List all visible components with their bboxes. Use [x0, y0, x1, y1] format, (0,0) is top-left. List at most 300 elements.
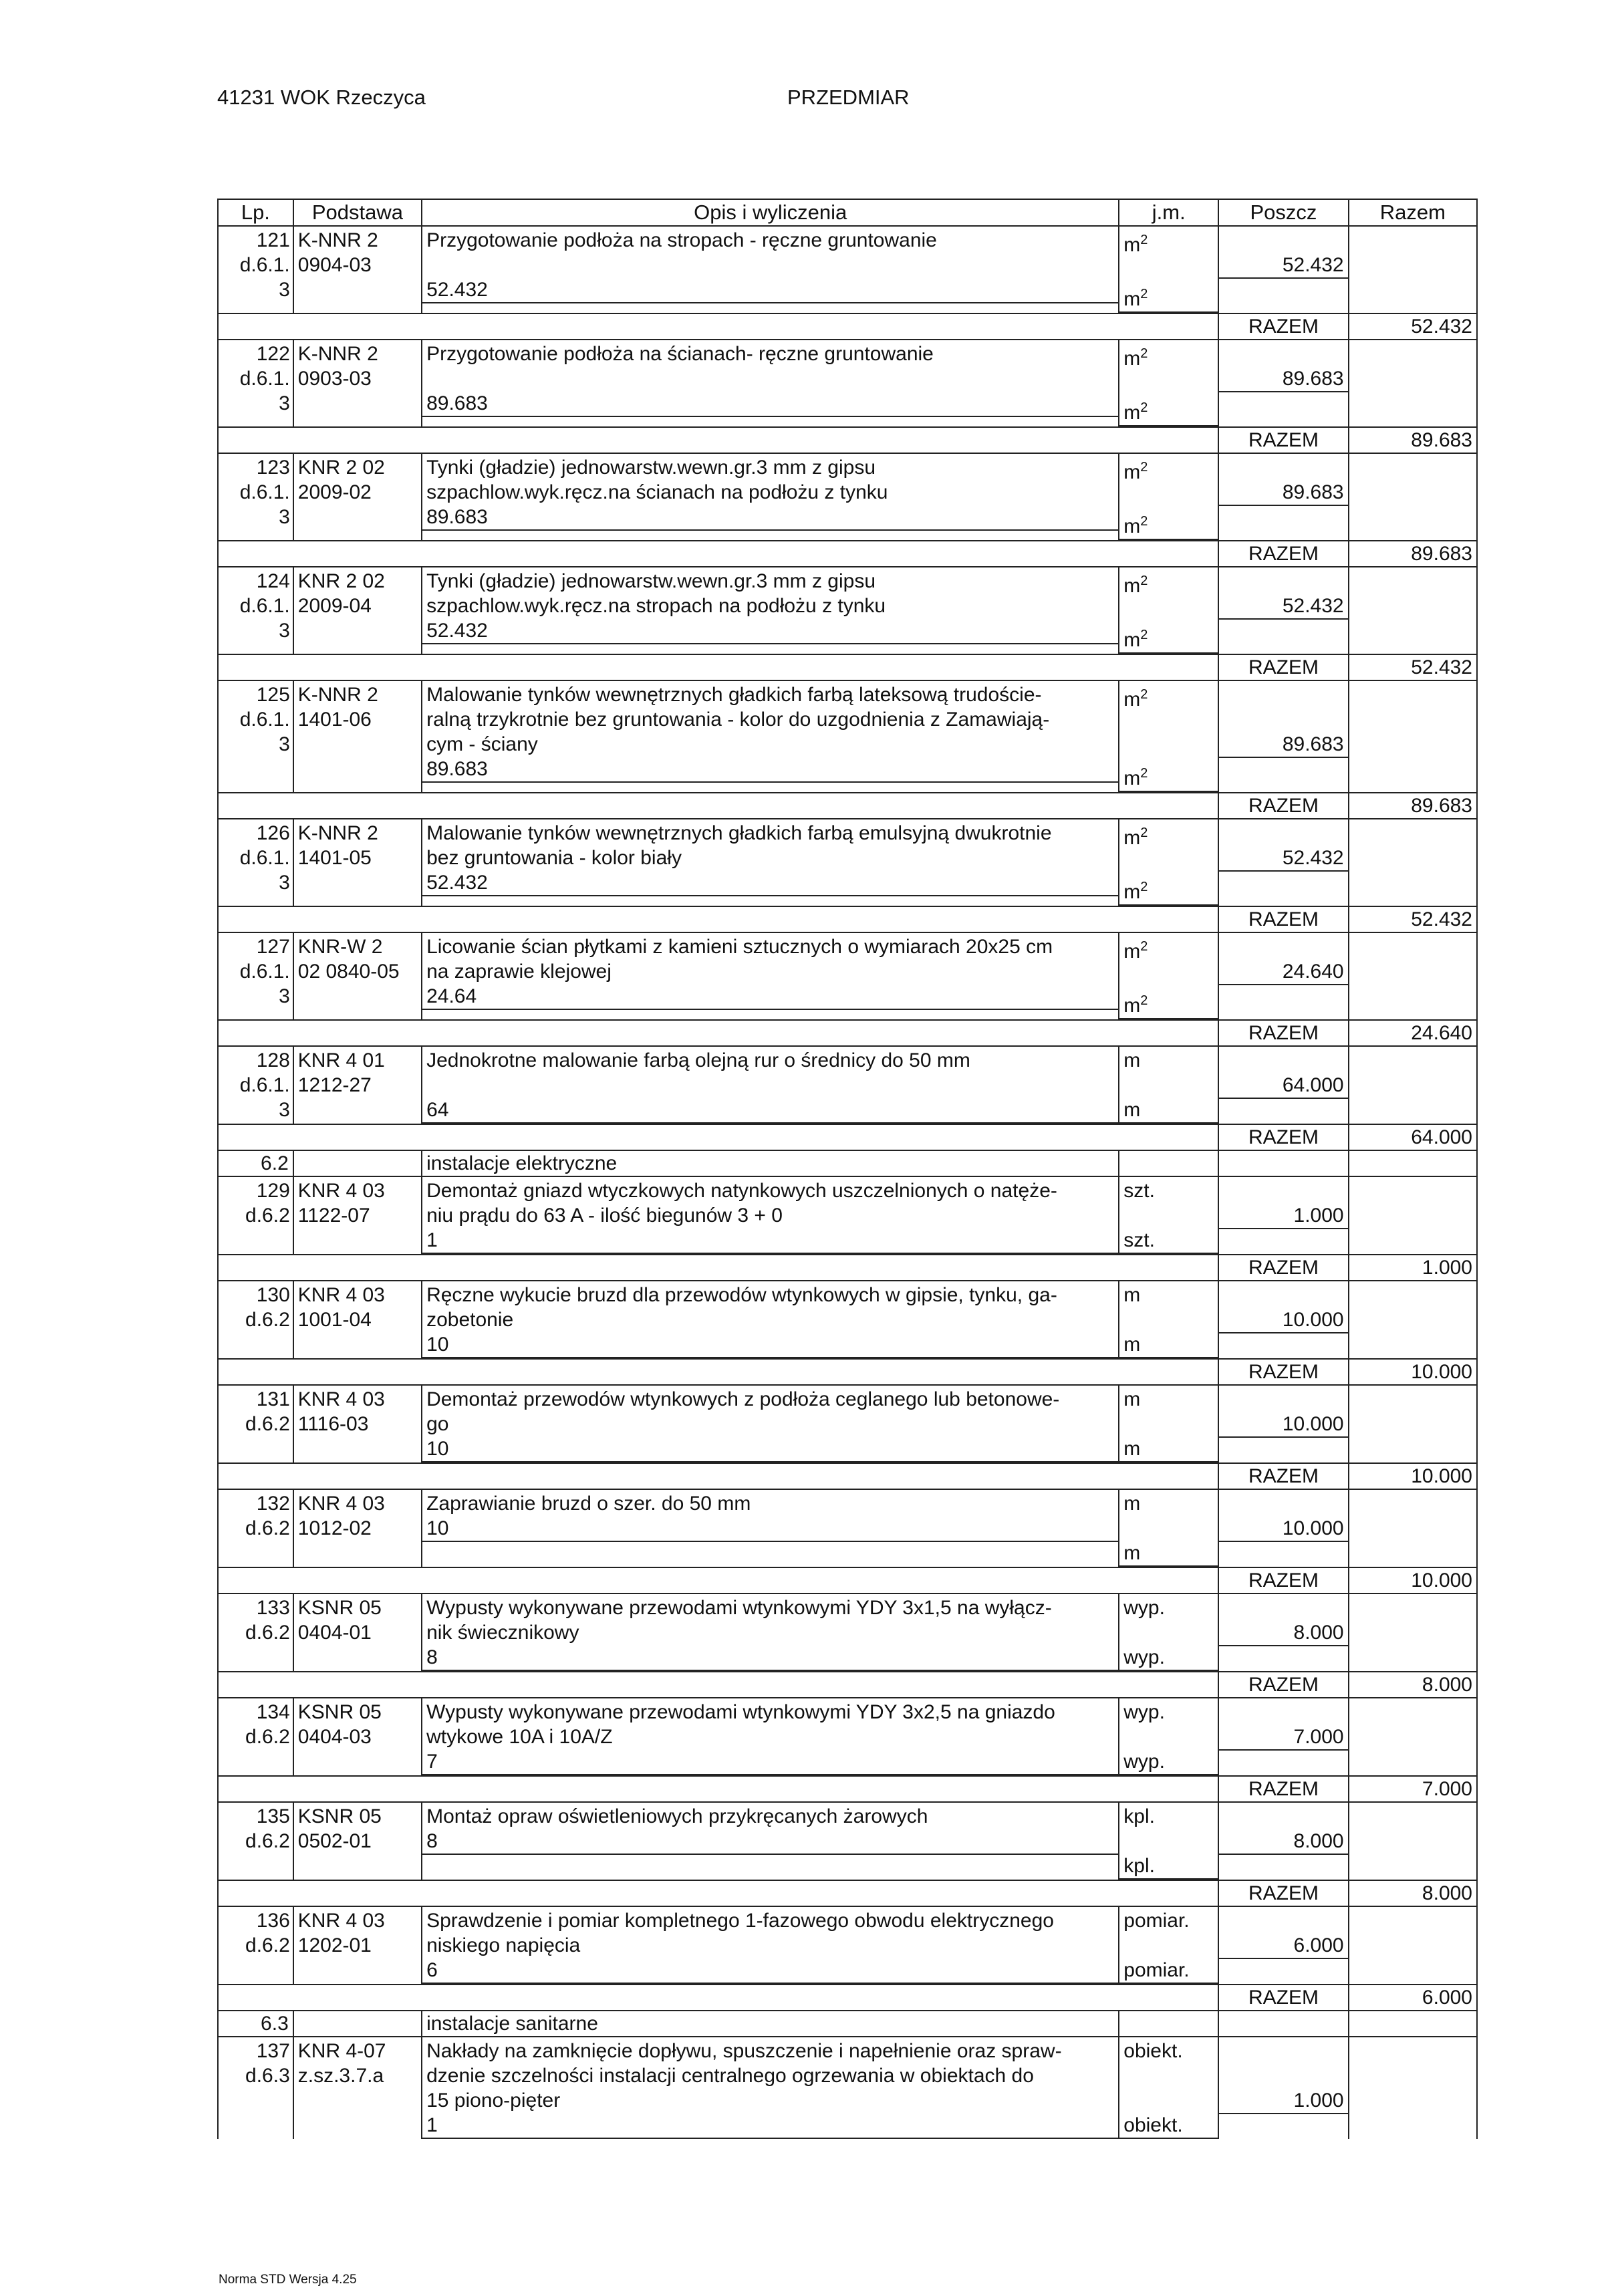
item-calc: 8 [422, 1829, 1118, 1855]
item-podstawa2: 1401-05 [297, 847, 372, 869]
superscript-two: 2 [1140, 400, 1148, 415]
item-poszcz: 52.432 [1219, 594, 1347, 620]
razem-empty-cell [1119, 1776, 1218, 1802]
razem-label: RAZEM [1218, 541, 1348, 567]
spacer [1353, 707, 1472, 732]
section-row [218, 2011, 1477, 2037]
item-jm: pomiar. [1123, 1910, 1190, 1932]
razem-empty-cell [422, 313, 1119, 340]
item-lp3: 3 [279, 392, 290, 414]
item-opis: Jednokrotne malowanie farbą olejną rur o średnicy do 50 mm [426, 1049, 970, 1071]
item-razem-cell [1349, 1176, 1477, 1255]
item-podstawa-cell [293, 453, 422, 541]
item-opis-cell [422, 1489, 1119, 1567]
spacer [1123, 1073, 1214, 1098]
razem-value: 10.000 [1349, 1463, 1477, 1489]
item-lp2: d.6.3 [245, 2065, 290, 2087]
razem-empty-cell [422, 1567, 1119, 1593]
table-header-row [218, 199, 1477, 226]
spacer [1223, 821, 1343, 846]
item-podstawa2: 0404-03 [297, 1726, 372, 1748]
section-number: 6.3 [218, 2011, 293, 2037]
item-poszcz: 52.432 [1219, 253, 1347, 279]
item-razem-cell [1349, 819, 1477, 906]
razem-empty-cell [218, 1985, 293, 2011]
item-poszcz-cell [1218, 226, 1348, 313]
item-opis: Sprawdzenie i pomiar kompletnego 1-fazowego obwodu elektrycznego niskiego napięcia [426, 1910, 1054, 1956]
item-lp-cell [218, 1906, 293, 1985]
item-poszcz-cell [1218, 1281, 1348, 1359]
spacer [1223, 1700, 1343, 1725]
item-opis-cell [422, 1176, 1119, 1255]
item-calc-jm: $m^2$ [1119, 761, 1218, 792]
spacer [1353, 821, 1472, 846]
item-opis: Przygotowanie podłoża na ścianach- ręczne gruntowanie [426, 343, 934, 365]
item-poszcz: 64.000 [1219, 1073, 1347, 1099]
spacer [1123, 1203, 1214, 1228]
razem-empty-cell [218, 793, 293, 819]
item-podstawa2: 1012-02 [297, 1517, 372, 1539]
razem-label: RAZEM [1218, 1020, 1348, 1046]
superscript-two: 2 [1140, 514, 1148, 529]
item-podstawa: KNR 2 02 [297, 457, 385, 479]
spacer [1353, 959, 1472, 984]
spacer [1353, 2063, 1472, 2088]
item-podstawa-cell [293, 1281, 422, 1359]
table-row [218, 567, 1477, 654]
spacer [1353, 1387, 1472, 1412]
item-razem-cell [1349, 340, 1477, 427]
item-razem-cell [1349, 1802, 1477, 1880]
item-poszcz: 10.000 [1219, 1307, 1347, 1333]
item-podstawa2: 0904-03 [297, 254, 372, 276]
table-row [218, 1698, 1477, 1776]
razem-label: RAZEM [1218, 1255, 1348, 1281]
razem-row [218, 793, 1477, 819]
section-title: instalacje sanitarne [422, 2011, 1119, 2037]
razem-empty-cell [218, 654, 293, 680]
item-podstawa2: 2009-02 [297, 481, 372, 503]
spacer [1223, 455, 1343, 480]
razem-empty-cell [293, 1672, 422, 1698]
item-lp-cell [218, 1698, 293, 1776]
item-poszcz: 10.000 [1219, 1412, 1347, 1438]
item-opis: Nakłady na zamknięcie dopływu, spuszczenie i napełnienie oraz spraw- dzenie szczelności instalacji centralnego ogrzewania w obiektach do 15 piono-pięter [426, 2040, 1062, 2112]
spacer [1353, 1073, 1472, 1098]
razem-empty-cell [1119, 654, 1218, 680]
item-jm: obiekt. [1123, 2040, 1183, 2062]
razem-empty-cell [218, 427, 293, 453]
item-lp-cell [218, 1046, 293, 1124]
superscript-two: 2 [1140, 287, 1148, 301]
item-calc-jm: kpl. [1119, 1854, 1218, 1880]
razem-label: RAZEM [1218, 1776, 1348, 1802]
item-podstawa-cell [293, 1593, 422, 1672]
item-jm-cell [1119, 1176, 1218, 1255]
item-lp3: 3 [279, 1099, 290, 1121]
spacer [1123, 485, 1214, 509]
spacer [1353, 1283, 1472, 1307]
item-calc-jm: m [1119, 1332, 1218, 1358]
item-lp2: d.6.1. [239, 595, 290, 617]
item-podstawa-cell [293, 1385, 422, 1463]
spacer [1353, 594, 1472, 618]
item-podstawa: KNR 4 01 [297, 1049, 385, 1071]
item-poszcz: 1.000 [1219, 2088, 1347, 2114]
section-empty-cell [1349, 1150, 1477, 1176]
razem-value: 89.683 [1349, 793, 1477, 819]
spacer [1123, 2063, 1214, 2088]
razem-empty-cell [293, 1359, 422, 1385]
superscript-two: 2 [1140, 628, 1148, 642]
item-lp2: d.6.2 [245, 1726, 290, 1748]
item-jm: wyp. [1123, 1701, 1165, 1723]
spacer [1123, 1933, 1214, 1958]
table-row [218, 453, 1477, 541]
item-jm: kpl. [1123, 1805, 1155, 1827]
item-podstawa-cell [293, 680, 422, 793]
item-calc-jm: pomiar. [1119, 1958, 1218, 1984]
razem-empty-cell [293, 313, 422, 340]
spacer [1353, 1804, 1472, 1829]
item-lp3: 3 [279, 733, 290, 755]
spacer [1123, 1516, 1214, 1541]
item-calc: 10 [422, 1436, 1118, 1462]
spacer [1123, 850, 1214, 875]
item-calc: 8 [422, 1645, 1118, 1671]
spacer [1353, 934, 1472, 959]
item-opis: Montaż opraw oświetleniowych przykręcanych żarowych [426, 1805, 928, 1827]
table-row [218, 1385, 1477, 1463]
spacer [1123, 712, 1214, 737]
item-lp-cell [218, 680, 293, 793]
razem-row [218, 654, 1477, 680]
item-opis: Ręczne wykucie bruzd dla przewodów wtynkowych w gipsie, tynku, ga- zobetonie [426, 1284, 1057, 1331]
item-opis-cell [422, 2037, 1119, 2139]
item-poszcz: 89.683 [1219, 366, 1347, 392]
razem-empty-cell [1119, 313, 1218, 340]
spacer [1223, 228, 1343, 253]
razem-empty-cell [422, 1359, 1119, 1385]
item-lp: 124 [256, 570, 290, 592]
item-podstawa2: 2009-04 [297, 595, 372, 617]
spacer [1223, 1387, 1343, 1412]
razem-value: 1.000 [1349, 1255, 1477, 1281]
item-podstawa-cell [293, 567, 422, 654]
razem-label: RAZEM [1218, 654, 1348, 680]
table-body [218, 226, 1477, 2139]
razem-empty-cell [422, 1463, 1119, 1489]
item-podstawa: KNR 2 02 [297, 570, 385, 592]
item-podstawa: KSNR 05 [297, 1701, 382, 1723]
section-empty-cell [1349, 2011, 1477, 2037]
spacer [1353, 1516, 1472, 1541]
razem-value: 52.432 [1349, 654, 1477, 680]
razem-empty-cell [1119, 906, 1218, 932]
item-lp: 129 [256, 1180, 290, 1202]
item-calc-jm: wyp. [1119, 1749, 1218, 1775]
section-empty-cell [1119, 2011, 1218, 2037]
razem-empty-cell [1119, 1672, 1218, 1698]
superscript-two: 2 [1140, 460, 1148, 475]
item-razem-cell [1349, 1698, 1477, 1776]
item-podstawa-cell [293, 1802, 422, 1880]
item-calc: 52.432 [422, 618, 1118, 644]
item-lp2: d.6.2 [245, 1413, 290, 1435]
item-poszcz-cell [1218, 932, 1348, 1020]
section-number: 6.2 [218, 1150, 293, 1176]
item-lp2: d.6.2 [245, 1830, 290, 1852]
item-razem-cell [1349, 2037, 1477, 2139]
item-podstawa-cell [293, 2037, 422, 2139]
item-jm-cell [1119, 819, 1218, 906]
item-razem-cell [1349, 680, 1477, 793]
razem-empty-cell [218, 1020, 293, 1046]
item-podstawa: KSNR 05 [297, 1597, 382, 1619]
item-lp-cell [218, 340, 293, 427]
item-calc: 1 [422, 2113, 1118, 2139]
item-podstawa-cell [293, 1176, 422, 1255]
superscript-two: 2 [1140, 880, 1148, 894]
item-opis-cell [422, 680, 1119, 793]
item-lp: 136 [256, 1910, 290, 1932]
razem-empty-cell [422, 1124, 1119, 1150]
spacer [1123, 1829, 1214, 1854]
item-lp: 121 [256, 229, 290, 251]
razem-row [218, 1567, 1477, 1593]
item-opis: Licowanie ścian płytkami z kamieni sztucznych o wymiarach 20x25 cm na zaprawie klejowej [426, 936, 1053, 983]
item-jm: $m^2$ [1123, 825, 1148, 849]
item-razem-cell [1349, 1385, 1477, 1463]
spacer [1123, 1725, 1214, 1749]
table-row [218, 1489, 1477, 1567]
razem-label: RAZEM [1218, 1985, 1348, 2011]
razem-empty-cell [293, 427, 422, 453]
item-opis-cell [422, 1385, 1119, 1463]
item-lp3 [223, 1228, 290, 1253]
razem-empty-cell [1119, 1124, 1218, 1150]
spacer [426, 253, 1114, 277]
spacer [1353, 1048, 1472, 1073]
razem-value: 10.000 [1349, 1567, 1477, 1593]
item-poszcz: 89.683 [1219, 480, 1347, 506]
razem-empty-cell [1119, 427, 1218, 453]
item-poszcz-cell [1218, 1489, 1348, 1567]
item-podstawa: K-NNR 2 [297, 822, 378, 844]
table-row [218, 1906, 1477, 1985]
item-poszcz: 89.683 [1219, 732, 1347, 758]
razem-empty-cell [1119, 1567, 1218, 1593]
razem-value: 6.000 [1349, 1985, 1477, 2011]
razem-empty-cell [422, 654, 1119, 680]
spacer [1353, 1412, 1472, 1436]
col-header-opis: Opis i wyliczenia [422, 199, 1119, 226]
item-jm-cell [1119, 2037, 1218, 2139]
item-lp: 135 [256, 1805, 290, 1827]
item-jm: $m^2$ [1123, 687, 1148, 711]
razem-empty-cell [218, 1567, 293, 1593]
item-jm-cell [1119, 226, 1218, 313]
table-row [218, 819, 1477, 906]
razem-value: 52.432 [1349, 313, 1477, 340]
razem-value: 10.000 [1349, 1359, 1477, 1385]
item-podstawa: KNR 4 03 [297, 1180, 385, 1202]
spacer [1353, 1178, 1472, 1203]
item-poszcz: 10.000 [1219, 1516, 1347, 1542]
item-lp2: d.6.1. [239, 961, 290, 983]
spacer [1353, 253, 1472, 277]
razem-empty-cell [1119, 793, 1218, 819]
razem-row [218, 1463, 1477, 1489]
item-opis-cell [422, 1906, 1119, 1985]
spacer [1353, 1203, 1472, 1228]
item-jm: $m^2$ [1123, 573, 1148, 597]
razem-label: RAZEM [1218, 906, 1348, 932]
item-poszcz-cell [1218, 680, 1348, 793]
item-poszcz-cell [1218, 1593, 1348, 1672]
item-podstawa: KSNR 05 [297, 1805, 382, 1827]
item-lp-cell [218, 453, 293, 541]
razem-empty-cell [1119, 1463, 1218, 1489]
item-jm: szt. [1123, 1180, 1155, 1202]
razem-empty-cell [293, 1880, 422, 1906]
item-lp3 [223, 1645, 290, 1670]
item-poszcz-cell [1218, 819, 1348, 906]
item-opis: Wypusty wykonywane przewodami wtynkowymi YDY 3x2,5 na gniazdo wtykowe 10A i 10A/Z [426, 1701, 1055, 1748]
razem-row [218, 1776, 1477, 1802]
spacer [1223, 1491, 1343, 1516]
item-calc-jm: $m^2$ [1119, 623, 1218, 654]
table-row [218, 1593, 1477, 1672]
item-jm-cell [1119, 1281, 1218, 1359]
razem-value: 7.000 [1349, 1776, 1477, 1802]
spacer [1123, 1307, 1214, 1332]
razem-label: RAZEM [1218, 793, 1348, 819]
item-jm-cell [1119, 340, 1218, 427]
item-podstawa-cell [293, 1046, 422, 1124]
item-calc: 89.683 [422, 757, 1118, 783]
spacer [1223, 1178, 1343, 1203]
spacer [1353, 366, 1472, 391]
razem-row [218, 906, 1477, 932]
item-lp: 128 [256, 1049, 290, 1071]
spacer [1223, 2063, 1343, 2088]
section-empty-cell [293, 2011, 422, 2037]
spacer [1123, 964, 1214, 989]
table-row [218, 932, 1477, 1020]
razem-row [218, 1255, 1477, 1281]
item-opis: Malowanie tynków wewnętrznych gładkich farbą lateksową trudoście- ralną trzykrotnie bez gruntowania - kolor do uzgodnienia z Zamawiają- cym - ściany [426, 684, 1050, 755]
item-jm: $m^2$ [1123, 346, 1148, 370]
item-opis: Wypusty wykonywane przewodami wtynkowymi YDY 3x1,5 na wyłącz- nik świecznikowy [426, 1597, 1052, 1644]
item-opis-cell [422, 932, 1119, 1020]
item-opis-cell [422, 1046, 1119, 1124]
item-poszcz-cell [1218, 453, 1348, 541]
item-podstawa2: 1401-06 [297, 709, 372, 731]
razem-empty-cell [422, 1255, 1119, 1281]
spacer [1223, 342, 1343, 366]
item-jm-cell [1119, 1593, 1218, 1672]
spacer [1353, 1908, 1472, 1933]
spacer [1223, 1283, 1343, 1307]
item-podstawa2: 1001-04 [297, 1309, 372, 1331]
item-poszcz: 8.000 [1219, 1620, 1347, 1646]
razem-empty-cell [293, 541, 422, 567]
spacer [1353, 846, 1472, 870]
item-poszcz: 1.000 [1219, 1203, 1347, 1229]
item-lp-cell [218, 1802, 293, 1880]
superscript-two: 2 [1140, 573, 1148, 588]
item-lp2: d.6.2 [245, 1204, 290, 1227]
spacer [1123, 1620, 1214, 1645]
table-row [218, 226, 1477, 313]
item-calc: 10 [422, 1332, 1118, 1358]
item-poszcz-cell [1218, 567, 1348, 654]
razem-empty-cell [1119, 1985, 1218, 2011]
razem-value: 8.000 [1349, 1880, 1477, 1906]
item-poszcz-cell [1218, 2037, 1348, 2139]
item-lp: 132 [256, 1493, 290, 1515]
item-poszcz: 6.000 [1219, 1933, 1347, 1959]
razem-empty-cell [218, 1359, 293, 1385]
item-razem-cell [1349, 1593, 1477, 1672]
item-poszcz: 8.000 [1219, 1829, 1347, 1855]
item-lp3: 3 [279, 620, 290, 642]
spacer [1353, 1307, 1472, 1332]
item-jm-cell [1119, 567, 1218, 654]
razem-empty-cell [422, 541, 1119, 567]
item-opis: Tynki (gładzie) jednowarstw.wewn.gr.3 mm z gipsu szpachlow.wyk.ręcz.na ścianach na podłożu z tynku [426, 457, 888, 503]
item-lp3: 3 [279, 506, 290, 528]
item-lp-cell [218, 1176, 293, 1255]
section-empty-cell [293, 1150, 422, 1176]
item-jm-cell [1119, 1802, 1218, 1880]
item-calc: 6 [422, 1958, 1118, 1984]
spacer [1223, 1048, 1343, 1073]
razem-value: 89.683 [1349, 541, 1477, 567]
item-podstawa: KNR 4-07 [297, 2040, 386, 2062]
spacer [1223, 1908, 1343, 1933]
item-podstawa: KNR 4 03 [297, 1910, 385, 1932]
razem-empty-cell [218, 541, 293, 567]
razem-empty-cell [422, 427, 1119, 453]
table-row [218, 2037, 1477, 2139]
superscript-two: 2 [1140, 993, 1148, 1008]
item-podstawa-cell [293, 226, 422, 313]
superscript-two: 2 [1140, 766, 1148, 781]
item-jm: m [1123, 1284, 1141, 1306]
razem-empty-cell [293, 1124, 422, 1150]
spacer [1123, 598, 1214, 623]
item-razem-cell [1349, 226, 1477, 313]
razem-empty-cell [293, 1985, 422, 2011]
spacer [1353, 455, 1472, 480]
item-podstawa-cell [293, 1489, 422, 1567]
razem-empty-cell [293, 1255, 422, 1281]
razem-empty-cell [218, 1124, 293, 1150]
spacer [1123, 371, 1214, 396]
item-podstawa-cell [293, 819, 422, 906]
section-empty-cell [1218, 2011, 1348, 2037]
spacer [1223, 934, 1343, 959]
razem-value: 8.000 [1349, 1672, 1477, 1698]
item-podstawa: K-NNR 2 [297, 684, 378, 706]
item-opis-cell [422, 340, 1119, 427]
spacer [1353, 1620, 1472, 1645]
item-calc-jm: $m^2$ [1119, 989, 1218, 1019]
spacer [1353, 1700, 1472, 1725]
item-lp-cell [218, 567, 293, 654]
